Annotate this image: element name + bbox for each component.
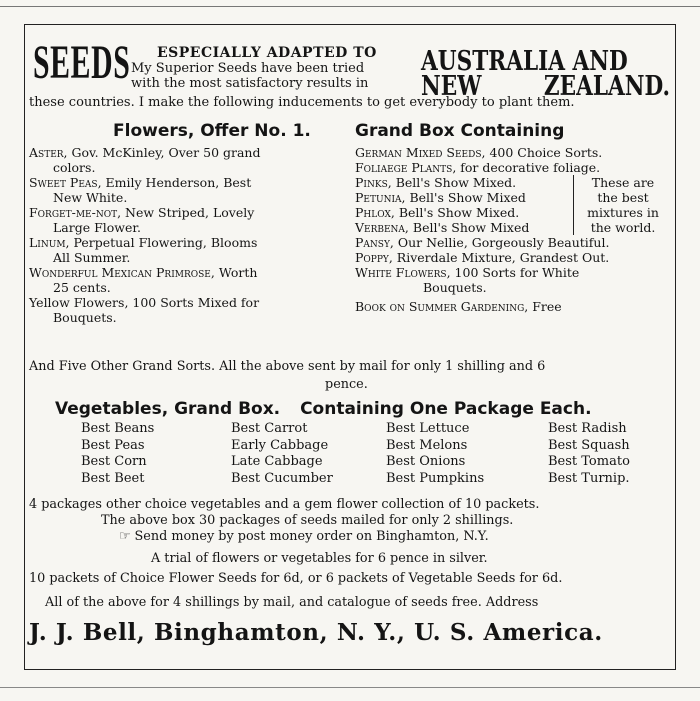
flower-item-cont: Bouquets. xyxy=(53,310,117,325)
grand-box-item: German Mixed Seeds, 400 Choice Sorts. xyxy=(355,145,603,160)
vegetable-item: Best Turnip. xyxy=(548,470,630,486)
vegetable-item: Best Cucumber xyxy=(231,470,333,486)
flower-item: Forget-me-not, New Striped, Lovely xyxy=(29,205,255,220)
vegetable-item: Best Tomato xyxy=(548,454,630,469)
flower-item: Aster, Gov. McKinley, Over 50 grand xyxy=(29,145,261,160)
vegetables-grid xyxy=(81,421,668,487)
grand-box-item: Poppy, Riverdale Mixture, Grandest Out. xyxy=(355,250,610,265)
five-other-sorts-text: And Five Other Grand Sorts. All the above sent by mail for only 1 shilling and 6 xyxy=(29,359,546,374)
vegetables-title: Vegetables, Grand Box. xyxy=(55,399,281,419)
grand-box-item: Pansy, Our Nellie, Gorgeously Beautiful. xyxy=(355,235,610,250)
flower-item-cont: 25 cents. xyxy=(53,280,111,295)
five-other-sorts-cont: pence. xyxy=(325,377,368,392)
vegetable-item: Best Carrot xyxy=(231,421,308,436)
grand-box-item: White Flowers, 100 Sorts for White xyxy=(355,265,580,280)
trial-text: A trial of flowers or vegetables for 6 pence in silver. xyxy=(151,551,488,566)
vegetable-item: Best Melons xyxy=(386,437,468,453)
top-rule xyxy=(0,6,700,7)
address-line: J. J. Bell, Binghamton, N. Y., U. S. America. xyxy=(29,619,603,646)
vegetable-item: Best Corn xyxy=(81,454,147,469)
vegetable-item: Best Radish xyxy=(548,421,627,436)
new-label: NEW xyxy=(421,71,482,102)
above-box-text: The above box 30 packages of seeds mailed for only 2 shillings. xyxy=(101,513,514,528)
mixed-list xyxy=(355,175,573,235)
zealand-label: ZEALAND. xyxy=(543,71,671,102)
vegetable-item: Late Cabbage xyxy=(231,454,323,469)
mixtures-note: These are the best mixtures in the world. xyxy=(573,175,666,235)
flower-item: Linum, Perpetual Flowering, Blooms xyxy=(29,235,258,250)
vegetable-item: Best Pumpkins xyxy=(386,470,485,486)
flower-item: Yellow Flowers, 100 Sorts Mixed for xyxy=(29,295,260,310)
vegetable-item: Early Cabbage xyxy=(231,437,329,453)
superior-line-2: with the most satisfactory results in xyxy=(131,76,369,91)
grand-box-item: Book on Summer Gardening, Free xyxy=(355,299,562,314)
superior-line-1: My Superior Seeds have been tried xyxy=(131,61,365,76)
grand-box-item: Foliaege Plants, for decorative foliage. xyxy=(355,160,601,175)
vegetables-heading xyxy=(55,399,592,419)
mixed-block xyxy=(355,175,675,235)
grand-box-item-cont: Bouquets. xyxy=(423,280,487,295)
flower-item: Wonderful Mexican Primrose, Worth xyxy=(29,265,258,280)
flower-item-cont: Large Flower. xyxy=(53,220,141,235)
vegetable-item: Best Lettuce xyxy=(386,421,470,436)
australia-label: AUSTRALIA AND xyxy=(421,46,628,77)
ten-packets-text: 10 packets of Choice Flower Seeds for 6d, or 6 packets of Vegetable Seeds for 6d. xyxy=(29,571,563,586)
send-money-text: ☞ Send money by post money order on Binghamton, N.Y. xyxy=(119,529,489,544)
bottom-rule xyxy=(0,687,700,688)
flower-item-cont: colors. xyxy=(53,160,96,175)
vegetable-item: Best Peas xyxy=(81,437,145,453)
all-above-text: All of the above for 4 shillings by mail, and catalogue of seeds free. Address xyxy=(45,595,539,610)
mixed-item: Petunia, Bell's Show Mixed xyxy=(355,190,526,205)
intro-text: these countries. I make the following inducements to get everybody to plant them. xyxy=(29,95,575,110)
flower-item-cont: New White. xyxy=(53,190,128,205)
vegetable-item: Best Squash xyxy=(548,437,630,453)
flower-item-cont: All Summer. xyxy=(53,250,131,265)
especially-adapted-heading: ESPECIALLY ADAPTED TO xyxy=(157,45,377,61)
grand-box-list xyxy=(355,145,675,314)
flower-item: Sweet Peas, Emily Henderson, Best xyxy=(29,175,252,190)
superior-seeds-text xyxy=(131,61,368,91)
packages-text: 4 packages other choice vegetables and a gem flower collection of 10 packets. xyxy=(29,497,540,512)
pointing-hand-icon: ☞ xyxy=(119,529,131,544)
vegetables-title-2: Containing One Package Each. xyxy=(300,399,592,419)
mixed-item: Verbena, Bell's Show Mixed xyxy=(355,220,530,235)
flowers-list xyxy=(29,145,349,325)
advertisement-frame xyxy=(24,24,676,670)
vegetable-item: Best Onions xyxy=(386,454,466,469)
vegetable-item: Best Beans xyxy=(81,421,155,436)
seeds-headline: SEEDS xyxy=(33,36,131,89)
vegetable-item: Best Beet xyxy=(81,470,145,486)
mixed-item: Pinks, Bell's Show Mixed. xyxy=(355,175,517,190)
mixed-item: Phlox, Bell's Show Mixed. xyxy=(355,205,520,220)
flowers-offer-title: Flowers, Offer No. 1. xyxy=(113,121,311,141)
grand-box-title: Grand Box Containing xyxy=(355,121,565,141)
australia-nz-headline xyxy=(421,46,671,102)
